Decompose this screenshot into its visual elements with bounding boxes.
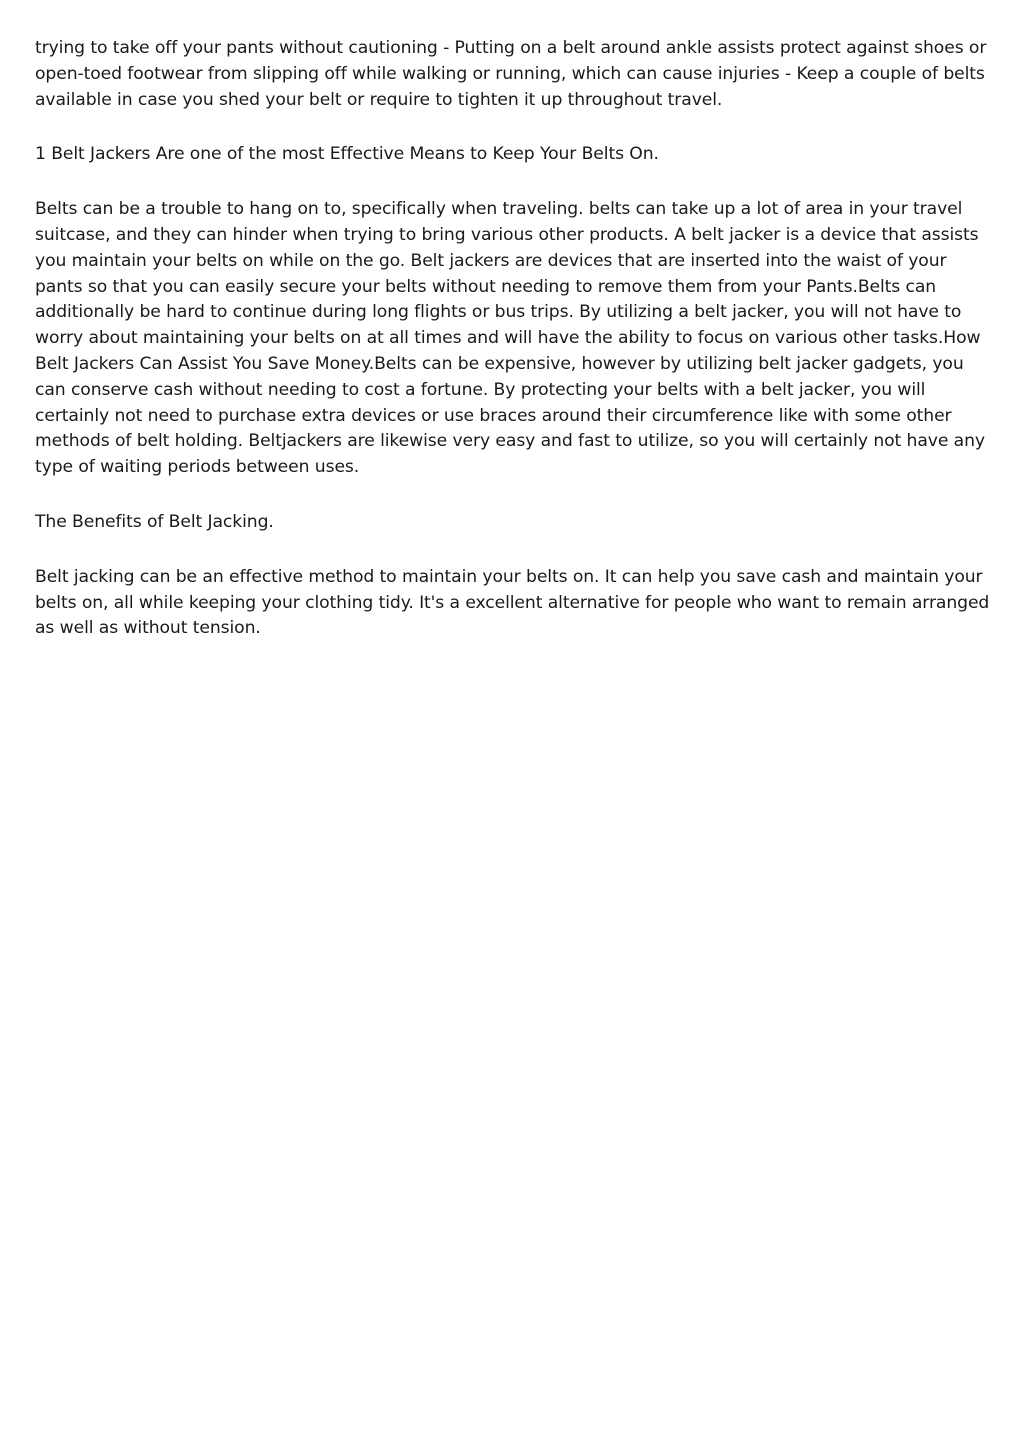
paragraph-belt-jackers: Belts can be a trouble to hang on to, specifically when traveling. belts can take up a lot of area in your travel suitcase, and they can hinder when trying to bring various other products. A belt jacker is a device that assists you maintain your belts on while on the go. Belt jackers are devices that are inserted into the waist of your pants so that you can easily secure your belts without needing to remove them from your Pants.Belts can additionally be hard to continue during long flights or bus trips. By utilizing a belt jacker, you will not have to worry about maintaining your belts on at all times and will have the ability to focus on various other tasks.How Belt Jackers Can Assist You Save Money.Belts can be expensive, however by utilizing belt jacker gadgets, you can conserve cash without needing to cost a fortune. By protecting your belts with a belt jacker, you will certainly not need to purchase extra devices or use braces around their circumference like with some other methods of belt holding. Beltjackers are likewise very easy and fast to utilize, so you will certainly not have any type of waiting periods between uses. [35, 199, 985, 478]
paragraph-intro-tips: trying to take off your pants without cautioning - Putting on a belt around ankle assists protect against shoes or open-toed footwear from slipping off while walking or running, which can cause injuries - Keep a couple of belts available in case you shed your belt or require to tighten it up throughout travel. [35, 38, 987, 110]
section-heading-belt-jackers: 1 Belt Jackers Are one of the most Effective Means to Keep Your Belts On. [35, 144, 659, 165]
paragraph-benefits: Belt jacking can be an effective method to maintain your belts on. It can help you save cash and maintain your belts on, all while keeping your clothing tidy. It's a excellent alternative for people who want to remain arranged as well as without tension. [35, 566, 990, 639]
document-body [35, 36, 993, 671]
section-heading-benefits: The Benefits of Belt Jacking. [35, 511, 274, 532]
